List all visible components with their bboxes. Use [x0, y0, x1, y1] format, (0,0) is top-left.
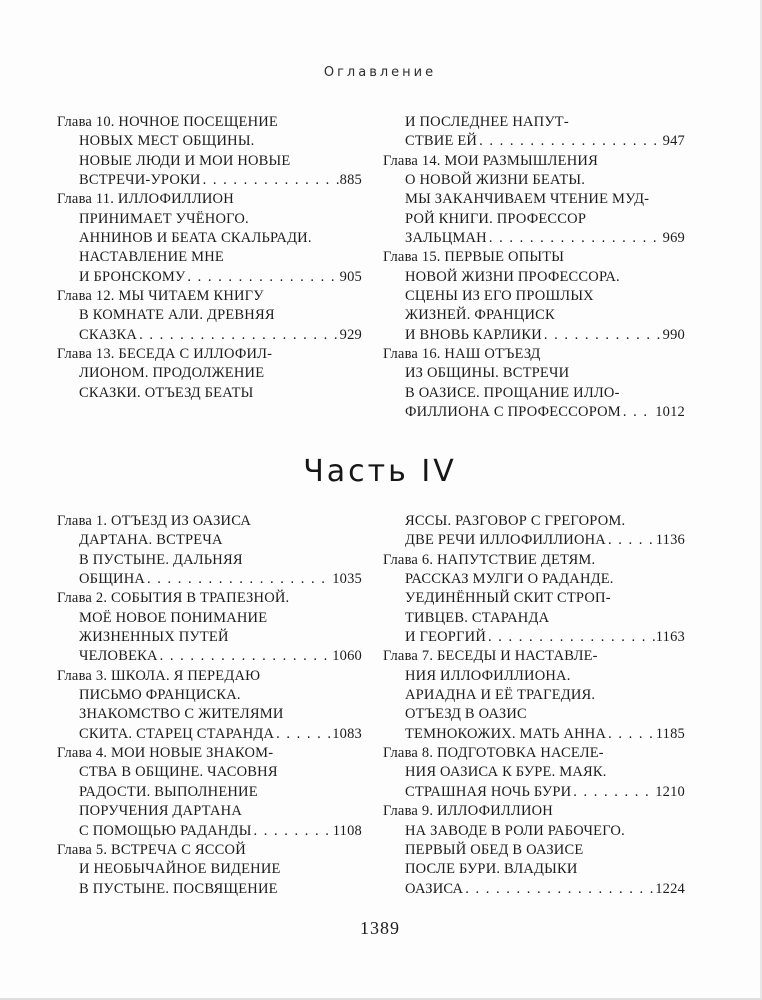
- chapter-line-text: Глава 16. НАШ ОТЪЕЗД: [383, 346, 541, 363]
- chapter-line-text: В КОМНАТЕ АЛИ. ДРЕВНЯЯ: [79, 307, 275, 324]
- toc-line: [57, 345, 362, 364]
- toc-line: [57, 880, 362, 899]
- chapter-line-text: ЧЕЛОВЕКА: [79, 648, 158, 665]
- chapter-line-text: И БРОНСКОМУ: [79, 268, 186, 285]
- chapter-line-text: АРИАДНА И ЕЁ ТРАГЕДИЯ.: [405, 687, 596, 704]
- toc-line: [383, 364, 685, 383]
- toc-line: [57, 667, 362, 686]
- chapter-line-text: НОВОЙ ЖИЗНИ ПРОФЕССОРА.: [405, 268, 620, 285]
- chapter-line-text: ПРИНИМАЕТ УЧЁНОГО.: [79, 210, 249, 227]
- chapter-line-text: Глава 8. ПОДГОТОВКА НАСЕЛЕ-: [383, 745, 604, 762]
- chapter-line-text: СКАЗКИ. ОТЪЕЗД БЕАТЫ: [79, 384, 254, 401]
- toc-line: [383, 744, 685, 763]
- toc-line: [383, 287, 685, 306]
- toc-line: [383, 248, 685, 267]
- dot-leader: [254, 822, 332, 841]
- toc-line: [57, 609, 362, 628]
- chapter-page-ref: 1224: [655, 880, 685, 897]
- toc-line: [57, 171, 362, 190]
- toc-line: [383, 551, 685, 570]
- chapter-line-text: ПОСЛЕ БУРИ. ВЛАДЫКИ: [405, 861, 578, 878]
- toc-line: [57, 248, 362, 267]
- chapter-line-text: СТВА В ОБЩИНЕ. ЧАСОВНЯ: [79, 764, 278, 781]
- toc-line: [383, 725, 685, 744]
- chapter-page-ref: 1083: [332, 725, 362, 742]
- chapter-line-text: И ГЕОРГИЙ: [405, 629, 486, 646]
- toc-line: [57, 551, 362, 570]
- chapter-line-text: АННИНОВ И БЕАТА СКАЛЬРАДИ.: [79, 230, 312, 247]
- chapter-line-text: СКАЗКА: [79, 326, 138, 343]
- toc-line: [57, 628, 362, 647]
- dot-leader: [139, 326, 339, 345]
- toc-line: [57, 384, 362, 403]
- chapter-line-text: ЛИОНОМ. ПРОДОЛЖЕНИЕ: [79, 365, 265, 382]
- toc-line: [383, 667, 685, 686]
- toc-section-top: [57, 113, 685, 423]
- dot-leader: [465, 880, 654, 899]
- chapter-line-text: НАСТАВЛЕНИЕ МНЕ: [79, 249, 224, 266]
- toc-line: [57, 589, 362, 608]
- chapter-page-ref: 1136: [655, 532, 685, 549]
- chapter-line-text: Глава 1. ОТЪЕЗД ИЗ ОАЗИСА: [57, 513, 252, 529]
- chapter-line-text: Глава 5. ВСТРЕЧА С ЯССОЙ: [57, 841, 246, 858]
- toc-line: [383, 345, 685, 364]
- chapter-line-text: ЗНАКОМСТВО С ЖИТЕЛЯМИ: [79, 706, 284, 723]
- chapter-line-text: О НОВОЙ ЖИЗНИ БЕАТЫ.: [405, 172, 586, 189]
- toc-line: [383, 609, 685, 628]
- chapter-line-text: РАССКАЗ МУЛГИ О РАДАНДЕ.: [405, 571, 614, 588]
- chapter-line-text: СТВИЕ ЕЙ: [405, 133, 478, 150]
- chapter-line-text: СКИТА. СТАРЕЦ СТАРАНДА: [79, 725, 275, 742]
- chapter-line-text: ВСТРЕЧИ-УРОКИ: [79, 172, 201, 189]
- toc-line: [57, 763, 362, 782]
- dot-leader: [489, 229, 662, 248]
- dot-leader: [608, 725, 655, 744]
- toc-column-top-left: [57, 113, 362, 423]
- chapter-line-text: МОЁ НОВОЕ ПОНИМАНИЕ: [79, 609, 268, 626]
- toc-line: [57, 364, 362, 383]
- toc-line: [383, 306, 685, 325]
- toc-line: [383, 763, 685, 782]
- toc-line: [383, 268, 685, 287]
- chapter-line-text: ДАРТАНА. ВСТРЕЧА: [79, 532, 223, 549]
- toc-line: [57, 210, 362, 229]
- chapter-line-text: Глава 4. МОИ НОВЫЕ ЗНАКОМ-: [57, 745, 274, 762]
- chapter-line-text: И ПОСЛЕДНЕЕ НАПУТ-: [405, 114, 569, 130]
- chapter-line-text: СЦЕНЫ ИЗ ЕГО ПРОШЛЫХ: [405, 288, 594, 305]
- toc-line: [383, 384, 685, 403]
- chapter-line-text: ПЕРВЫЙ ОБЕД В ОАЗИСЕ: [405, 841, 584, 858]
- chapter-line-text: ТЕМНОКОЖИХ. МАТЬ АННА: [405, 725, 607, 742]
- chapter-line-text: НА ЗАВОДЕ В РОЛИ РАБОЧЕГО.: [405, 822, 625, 839]
- toc-line: [57, 802, 362, 821]
- chapter-page-ref: 905: [339, 268, 362, 285]
- chapter-line-text: ЖИЗНЕННЫХ ПУТЕЙ: [79, 629, 229, 646]
- toc-line: [383, 880, 685, 899]
- toc-line: [383, 531, 685, 550]
- chapter-page-ref: 1035: [332, 571, 362, 588]
- toc-line: [57, 705, 362, 724]
- chapter-line-text: И НЕОБЫЧАЙНОЕ ВИДЕНИЕ: [79, 861, 281, 878]
- part-heading: Часть IV: [303, 454, 457, 489]
- toc-line: [383, 686, 685, 705]
- toc-line: [57, 113, 362, 132]
- chapter-line-text: МЫ ЗАКАНЧИВАЕМ ЧТЕНИЕ МУД-: [405, 191, 650, 208]
- toc-line: [57, 744, 362, 763]
- chapter-line-text: ПИСЬМО ФРАНЦИСКА.: [79, 687, 241, 704]
- toc-line: [57, 229, 362, 248]
- toc-line: [57, 326, 362, 345]
- chapter-page-ref: 929: [339, 326, 362, 343]
- toc-line: [383, 152, 685, 171]
- toc-line: [383, 841, 685, 860]
- chapter-line-text: ИЗ ОБЩИНЫ. ВСТРЕЧИ: [405, 365, 570, 382]
- toc-column-bottom-left: [57, 512, 362, 899]
- toc-line: [383, 802, 685, 821]
- chapter-line-text: РАДОСТИ. ВЫПОЛНЕНИЕ: [79, 783, 258, 800]
- chapter-page-ref: 1012: [655, 404, 685, 421]
- running-head: Оглавление: [323, 65, 437, 80]
- toc-line: [383, 171, 685, 190]
- toc-line: [383, 210, 685, 229]
- chapter-line-text: ТИВЦЕВ. СТАРАНДА: [405, 609, 550, 626]
- chapter-line-text: ДВЕ РЕЧИ ИЛЛОФИЛЛИОНА: [405, 532, 606, 549]
- chapter-line-text: Глава 12. МЫ ЧИТАЕМ КНИГУ: [57, 288, 264, 305]
- chapter-page-ref: 947: [662, 133, 685, 150]
- chapter-line-text: Глава 2. СОБЫТИЯ В ТРАПЕЗНОЙ.: [57, 590, 290, 607]
- dot-leader: [573, 783, 654, 802]
- toc-line: [57, 860, 362, 879]
- toc-line: [383, 589, 685, 608]
- chapter-line-text: ФИЛЛИОНА С ПРОФЕССОРОМ: [405, 404, 621, 421]
- dot-leader: [147, 570, 331, 589]
- dot-leader: [488, 628, 655, 647]
- dot-leader: [623, 403, 654, 422]
- chapter-line-text: В ПУСТЫНЕ. ДАЛЬНЯЯ: [79, 551, 243, 568]
- chapter-line-text: В ОАЗИСЕ. ПРОЩАНИЕ ИЛЛО-: [405, 384, 620, 401]
- dot-leader: [608, 531, 655, 550]
- toc-line: [383, 326, 685, 345]
- toc-line: [383, 190, 685, 209]
- toc-line: [383, 647, 685, 666]
- chapter-line-text: ЗАЛЬЦМАН: [405, 230, 487, 247]
- chapter-line-text: СТРАШНАЯ НОЧЬ БУРИ: [405, 783, 572, 800]
- toc-line: [57, 647, 362, 666]
- chapter-page-ref: 1163: [655, 629, 685, 646]
- toc-section-bottom: [57, 512, 685, 899]
- folio-page-number: 1389: [360, 918, 400, 938]
- toc-line: [57, 841, 362, 860]
- chapter-line-text: ПОРУЧЕНИЯ ДАРТАНА: [79, 803, 242, 820]
- toc-line: [57, 306, 362, 325]
- toc-line: [57, 783, 362, 802]
- toc-column-bottom-right: [383, 512, 685, 899]
- chapter-line-text: Глава 13. БЕСЕДА С ИЛЛОФИЛ-: [57, 346, 273, 363]
- toc-line: [383, 403, 685, 422]
- toc-line: [383, 229, 685, 248]
- toc-line: [57, 725, 362, 744]
- chapter-line-text: Глава 11. ИЛЛОФИЛЛИОН: [57, 191, 234, 208]
- toc-line: [57, 531, 362, 550]
- chapter-line-text: ЖИЗНЕЙ. ФРАНЦИСК: [405, 307, 555, 324]
- chapter-line-text: УЕДИНЁННЫЙ СКИТ СТРОП-: [405, 590, 611, 607]
- toc-line: [383, 113, 685, 132]
- dot-leader: [160, 647, 332, 666]
- toc-line: [383, 132, 685, 151]
- chapter-line-text: НОВЫХ МЕСТ ОБЩИНЫ.: [79, 133, 255, 150]
- chapter-line-text: И ВНОВЬ КАРЛИКИ: [405, 326, 542, 343]
- toc-line: [57, 686, 362, 705]
- chapter-line-text: НИЯ ИЛЛОФИЛЛИОНА.: [405, 667, 571, 684]
- dot-leader: [203, 171, 339, 190]
- toc-line: [383, 783, 685, 802]
- chapter-line-text: Глава 3. ШКОЛА. Я ПЕРЕДАЮ: [57, 667, 261, 684]
- chapter-page-ref: 1185: [655, 725, 685, 742]
- toc-line: [383, 822, 685, 841]
- dot-leader: [276, 725, 331, 744]
- chapter-line-text: Глава 10. НОЧНОЕ ПОСЕЩЕНИЕ: [57, 114, 278, 130]
- toc-line: [57, 190, 362, 209]
- dot-leader: [479, 132, 662, 151]
- toc-line: [57, 570, 362, 589]
- chapter-line-text: Глава 14. МОИ РАЗМЫШЛЕНИЯ: [383, 152, 598, 169]
- chapter-line-text: ЯССЫ. РАЗГОВОР С ГРЕГОРОМ.: [405, 513, 626, 529]
- dot-leader: [544, 326, 662, 345]
- chapter-page-ref: 1060: [332, 648, 362, 665]
- chapter-line-text: Глава 6. НАПУТСТВИЕ ДЕТЯМ.: [383, 551, 596, 568]
- toc-line: [57, 268, 362, 287]
- chapter-line-text: НИЯ ОАЗИСА К БУРЕ. МАЯК.: [405, 764, 607, 781]
- chapter-page-ref: 1108: [332, 822, 362, 839]
- chapter-line-text: С ПОМОЩЬЮ РАДАНДЫ: [79, 822, 252, 839]
- toc-line: [57, 152, 362, 171]
- toc-column-top-right: [383, 113, 685, 423]
- chapter-line-text: В ПУСТЫНЕ. ПОСВЯЩЕНИЕ: [79, 880, 278, 897]
- chapter-page-ref: 1210: [655, 783, 685, 800]
- chapter-line-text: ОАЗИСА: [405, 880, 464, 897]
- chapter-line-text: РОЙ КНИГИ. ПРОФЕССОР: [405, 210, 587, 227]
- chapter-line-text: ОТЪЕЗД В ОАЗИС: [405, 706, 527, 723]
- toc-line: [57, 822, 362, 841]
- toc-line: [383, 705, 685, 724]
- toc-line: [57, 512, 362, 531]
- dot-leader: [187, 268, 338, 287]
- chapter-line-text: Глава 7. БЕСЕДЫ И НАСТАВЛЕ-: [383, 648, 598, 665]
- chapter-page-ref: 885: [339, 172, 362, 189]
- chapter-line-text: НОВЫЕ ЛЮДИ И МОИ НОВЫЕ: [79, 152, 291, 169]
- toc-line: [383, 570, 685, 589]
- chapter-line-text: Глава 15. ПЕРВЫЕ ОПЫТЫ: [383, 249, 565, 266]
- toc-line: [57, 132, 362, 151]
- toc-line: [383, 860, 685, 879]
- toc-line: [383, 512, 685, 531]
- chapter-page-ref: 990: [662, 326, 685, 343]
- chapter-line-text: Глава 9. ИЛЛОФИЛЛИОН: [383, 803, 553, 820]
- toc-line: [383, 628, 685, 647]
- toc-line: [57, 287, 362, 306]
- chapter-line-text: ОБЩИНА: [79, 571, 146, 588]
- chapter-page-ref: 969: [662, 230, 685, 247]
